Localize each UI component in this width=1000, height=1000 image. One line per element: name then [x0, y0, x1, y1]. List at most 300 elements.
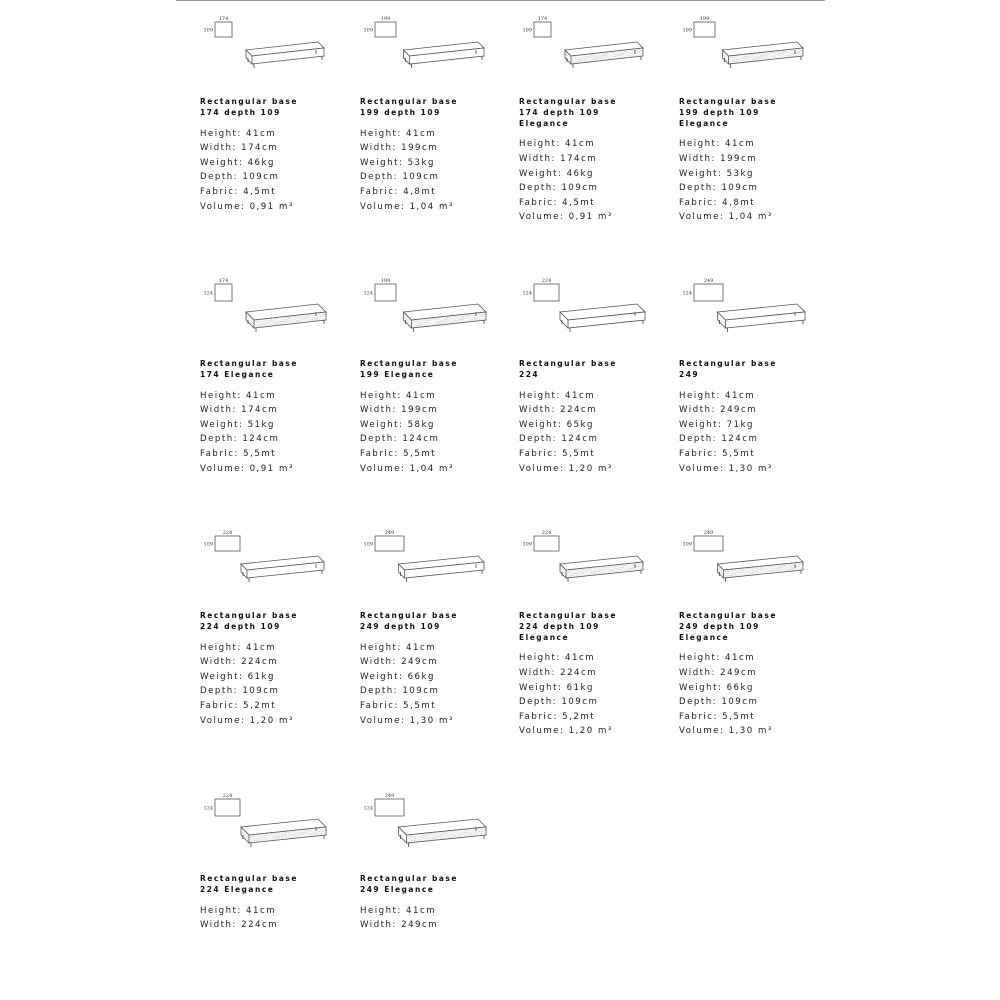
spec-label: Depth:: [200, 172, 239, 183]
spec-value: 41cm: [725, 139, 756, 150]
spec-label: Height:: [519, 390, 561, 401]
spec-value: 41cm: [725, 390, 756, 401]
spec-label: Weight:: [679, 682, 723, 693]
product-title-line: Rectangular base: [200, 97, 298, 106]
spec-width: [360, 141, 492, 156]
spec-label: Volume:: [679, 212, 725, 223]
spec-value: 41cm: [406, 390, 437, 401]
plan-depth-label: 109: [522, 27, 532, 34]
spec-fabric: [679, 196, 811, 211]
spec-label: Width:: [519, 153, 556, 164]
plan-depth-label: 109: [363, 541, 373, 548]
plan-width-label: 224: [222, 530, 233, 536]
spec-list: [679, 651, 811, 739]
spec-list: [360, 389, 492, 477]
product-title-line: 249 depth 109: [360, 621, 441, 631]
spec-height: [360, 127, 492, 142]
sofa-base-199x109-elegance-icon: [655, 12, 805, 72]
plan-depth-label: 109: [522, 541, 532, 548]
product-title-line: Rectangular base: [679, 611, 777, 620]
spec-value: 109cm: [402, 172, 440, 183]
spec-value: 51kg: [247, 419, 275, 430]
spec-weight: [519, 418, 651, 433]
spec-value: 61kg: [247, 671, 275, 682]
spec-value: 0,91 m³: [568, 212, 613, 223]
sofa-base-174x109-elegance-icon: [495, 12, 645, 72]
plan-outline: [375, 284, 396, 301]
product-title: [200, 97, 332, 119]
spec-label: Fabric:: [360, 448, 399, 459]
spec-value: 224cm: [241, 920, 279, 931]
spec-value: 41cm: [246, 390, 277, 401]
spec-label: Volume:: [360, 201, 406, 212]
spec-height: [200, 127, 332, 142]
spec-weight: [360, 156, 492, 171]
spec-label: Width:: [200, 657, 237, 668]
product-title: [519, 359, 651, 381]
spec-weight: [360, 418, 492, 433]
spec-volume: [679, 724, 811, 739]
spec-volume: [200, 714, 332, 729]
plan-width-label: 224: [541, 278, 552, 284]
spec-value: 224cm: [241, 657, 279, 668]
spec-height: [679, 389, 811, 404]
spec-depth: [679, 695, 811, 710]
sofa-base-drawing: [176, 274, 336, 338]
spec-value: 4,8mt: [722, 197, 756, 208]
spec-height: [519, 389, 651, 404]
product-title-line: Elegance: [519, 118, 570, 128]
spec-width: [360, 403, 492, 418]
spec-value: 109cm: [242, 686, 280, 697]
spec-value: 5,5mt: [403, 448, 437, 459]
spec-label: Height:: [679, 653, 721, 664]
spec-label: Height:: [360, 390, 402, 401]
product-title-line: Rectangular base: [360, 359, 458, 368]
spec-fabric: [519, 710, 651, 725]
spec-label: Height:: [679, 139, 721, 150]
spec-value: 1,04 m³: [728, 212, 773, 223]
spec-label: Width:: [360, 920, 397, 931]
spec-label: Weight:: [200, 419, 244, 430]
plan-outline: [694, 536, 723, 551]
spec-fabric: [360, 447, 492, 462]
product-title-line: Rectangular base: [519, 97, 617, 106]
plan-outline: [215, 799, 240, 816]
product-title-line: Rectangular base: [360, 874, 458, 883]
spec-value: 124cm: [561, 434, 599, 445]
spec-list: [360, 641, 492, 729]
plan-outline: [375, 799, 404, 816]
product-title-line: Rectangular base: [519, 611, 617, 620]
spec-value: 249cm: [720, 667, 758, 678]
spec-value: 66kg: [726, 682, 754, 693]
plan-outline: [534, 284, 559, 301]
plan-depth-label: 124: [522, 290, 532, 297]
spec-label: Height:: [200, 642, 242, 653]
spec-label: Depth:: [519, 434, 558, 445]
spec-fabric: [360, 699, 492, 714]
spec-value: 58kg: [407, 419, 435, 430]
spec-list: [519, 651, 651, 739]
product-title: [679, 97, 811, 129]
spec-label: Fabric:: [519, 448, 558, 459]
spec-height: [679, 651, 811, 666]
spec-width: [679, 403, 811, 418]
spec-label: Fabric:: [360, 186, 399, 197]
plan-depth-label: 124: [203, 805, 213, 812]
spec-list: [360, 904, 492, 933]
spec-value: 1,20 m³: [568, 463, 613, 474]
spec-volume: [200, 200, 332, 215]
spec-label: Weight:: [360, 157, 404, 168]
spec-fabric: [200, 447, 332, 462]
product-title-line: 174 depth 109: [200, 107, 281, 117]
spec-fabric: [679, 447, 811, 462]
sofa-base-drawing: [176, 526, 336, 590]
spec-value: 109cm: [561, 183, 599, 194]
spec-volume: [519, 462, 651, 477]
spec-volume: [519, 210, 651, 225]
spec-value: 4,8mt: [403, 186, 437, 197]
spec-depth: [519, 181, 651, 196]
spec-value: 66kg: [407, 671, 435, 682]
spec-value: 5,5mt: [403, 700, 437, 711]
spec-label: Fabric:: [679, 197, 718, 208]
spec-width: [200, 918, 332, 933]
spec-volume: [679, 462, 811, 477]
spec-label: Width:: [679, 153, 716, 164]
plan-width-label: 249: [703, 278, 714, 284]
spec-label: Height:: [200, 128, 242, 139]
spec-label: Volume:: [519, 726, 565, 737]
sofa-base-249x124-icon: [655, 274, 805, 334]
spec-label: Fabric:: [200, 448, 239, 459]
spec-value: 46kg: [566, 168, 594, 179]
product-title-line: Rectangular base: [360, 611, 458, 620]
product-title: [200, 611, 332, 633]
spec-label: Width:: [679, 405, 716, 416]
spec-fabric: [519, 447, 651, 462]
plan-depth-label: 109: [682, 541, 692, 548]
spec-label: Width:: [519, 405, 556, 416]
spec-height: [360, 641, 492, 656]
product-title-line: 174 depth 109: [519, 107, 600, 117]
spec-value: 174cm: [241, 405, 279, 416]
spec-value: 41cm: [406, 642, 437, 653]
spec-depth: [360, 684, 492, 699]
spec-value: 1,20 m³: [568, 726, 613, 737]
product-title: [679, 359, 811, 381]
spec-value: 109cm: [561, 697, 599, 708]
spec-list: [200, 127, 332, 215]
spec-value: 199cm: [401, 405, 439, 416]
plan-outline: [694, 22, 715, 37]
spec-width: [360, 655, 492, 670]
spec-label: Weight:: [519, 419, 563, 430]
spec-list: [519, 389, 651, 477]
product-title-line: 224: [519, 369, 540, 379]
spec-height: [200, 389, 332, 404]
spec-depth: [519, 695, 651, 710]
spec-depth: [200, 432, 332, 447]
spec-height: [200, 904, 332, 919]
plan-depth-label: 109: [203, 27, 213, 34]
spec-height: [360, 389, 492, 404]
spec-label: Depth:: [519, 697, 558, 708]
product-title: [360, 611, 492, 633]
spec-list: [360, 127, 492, 215]
spec-volume: [360, 462, 492, 477]
plan-width-label: 224: [222, 793, 233, 799]
spec-depth: [360, 432, 492, 447]
plan-width-label: 199: [380, 278, 391, 284]
sofa-base-249x124-elegance-icon: [336, 789, 486, 849]
spec-value: 41cm: [246, 642, 277, 653]
spec-label: Weight:: [679, 419, 723, 430]
spec-value: 5,5mt: [562, 448, 596, 459]
plan-depth-label: 109: [363, 27, 373, 34]
sofa-base-drawing: [176, 12, 336, 76]
sofa-base-drawing: [336, 789, 496, 853]
spec-value: 5,5mt: [243, 448, 277, 459]
spec-label: Width:: [200, 143, 237, 154]
product-title-line: Rectangular base: [200, 359, 298, 368]
spec-value: 249cm: [401, 657, 439, 668]
plan-width-label: 199: [699, 16, 710, 22]
product-title: [360, 359, 492, 381]
sofa-base-174x109-icon: [176, 12, 326, 72]
spec-label: Depth:: [519, 183, 558, 194]
spec-weight: [360, 670, 492, 685]
spec-value: 174cm: [560, 153, 598, 164]
spec-label: Volume:: [360, 463, 406, 474]
product-title-line: 249: [679, 369, 700, 379]
sofa-base-drawing: [336, 274, 496, 338]
spec-label: Height:: [200, 390, 242, 401]
sofa-base-174x124-elegance-icon: [176, 274, 326, 334]
spec-value: 5,2mt: [562, 711, 596, 722]
spec-value: 249cm: [720, 405, 758, 416]
plan-outline: [215, 284, 232, 301]
spec-value: 65kg: [566, 419, 594, 430]
spec-fabric: [200, 185, 332, 200]
spec-label: Fabric:: [679, 711, 718, 722]
spec-label: Width:: [360, 657, 397, 668]
spec-label: Volume:: [200, 715, 246, 726]
sofa-base-drawing: [495, 274, 655, 338]
sofa-base-224x124-elegance-icon: [176, 789, 326, 849]
spec-label: Depth:: [360, 686, 399, 697]
product-title: [200, 874, 332, 896]
product-title-line: Rectangular base: [200, 611, 298, 620]
spec-list: [679, 389, 811, 477]
plan-width-label: 174: [218, 16, 229, 22]
spec-value: 41cm: [406, 128, 437, 139]
spec-width: [679, 666, 811, 681]
spec-height: [519, 651, 651, 666]
spec-depth: [679, 432, 811, 447]
spec-weight: [519, 681, 651, 696]
spec-fabric: [360, 185, 492, 200]
spec-value: 41cm: [406, 905, 437, 916]
spec-height: [200, 641, 332, 656]
spec-value: 71kg: [726, 419, 754, 430]
sofa-base-199x124-elegance-icon: [336, 274, 486, 334]
spec-height: [360, 904, 492, 919]
spec-value: 124cm: [721, 434, 759, 445]
spec-list: [200, 904, 332, 933]
spec-label: Width:: [519, 667, 556, 678]
spec-label: Volume:: [200, 201, 246, 212]
spec-label: Fabric:: [519, 711, 558, 722]
spec-label: Width:: [200, 405, 237, 416]
sofa-base-224x109-icon: [176, 526, 326, 586]
product-title-line: 199 depth 109: [360, 107, 441, 117]
spec-value: 124cm: [242, 434, 280, 445]
product-title-line: Rectangular base: [679, 97, 777, 106]
product-title-line: 249 depth 109: [679, 621, 760, 631]
plan-depth-label: 109: [203, 541, 213, 548]
spec-label: Fabric:: [200, 700, 239, 711]
sofa-base-224x124-icon: [495, 274, 645, 334]
product-title-line: 249 Elegance: [360, 884, 435, 894]
product-title-line: Elegance: [679, 118, 730, 128]
product-title-line: 174 Elegance: [200, 369, 275, 379]
spec-label: Weight:: [519, 682, 563, 693]
spec-label: Volume:: [360, 715, 406, 726]
spec-label: Weight:: [519, 168, 563, 179]
spec-weight: [519, 167, 651, 182]
spec-label: Depth:: [200, 434, 239, 445]
spec-label: Height:: [200, 905, 242, 916]
spec-depth: [200, 170, 332, 185]
spec-value: 109cm: [402, 686, 440, 697]
spec-label: Weight:: [360, 671, 404, 682]
spec-fabric: [679, 710, 811, 725]
spec-label: Fabric:: [519, 197, 558, 208]
plan-depth-label: 124: [682, 290, 692, 297]
product-title: [519, 97, 651, 129]
spec-label: Volume:: [519, 463, 565, 474]
spec-label: Height:: [360, 128, 402, 139]
plan-width-label: 249: [384, 793, 395, 799]
spec-label: Depth:: [679, 697, 718, 708]
product-title-line: Elegance: [679, 632, 730, 642]
plan-outline: [375, 22, 396, 37]
sofa-base-drawing: [495, 12, 655, 76]
plan-depth-label: 124: [203, 290, 213, 297]
product-title-line: Rectangular base: [360, 97, 458, 106]
spec-label: Volume:: [679, 463, 725, 474]
plan-depth-label: 124: [363, 290, 373, 297]
plan-outline: [534, 22, 551, 37]
spec-weight: [200, 156, 332, 171]
spec-value: 61kg: [566, 682, 594, 693]
product-title-line: 224 depth 109: [200, 621, 281, 631]
spec-label: Depth:: [360, 434, 399, 445]
spec-value: 53kg: [726, 168, 754, 179]
sofa-base-drawing: [655, 12, 815, 76]
spec-label: Volume:: [519, 212, 565, 223]
spec-value: 249cm: [401, 920, 439, 931]
spec-width: [200, 141, 332, 156]
sofa-base-drawing: [655, 526, 815, 590]
spec-label: Volume:: [679, 726, 725, 737]
spec-value: 41cm: [725, 653, 756, 664]
sofa-base-249x109-elegance-icon: [655, 526, 805, 586]
spec-list: [519, 137, 651, 225]
spec-depth: [360, 170, 492, 185]
plan-width-label: 249: [384, 530, 395, 536]
plan-width-label: 249: [703, 530, 714, 536]
spec-height: [679, 137, 811, 152]
spec-label: Width:: [679, 667, 716, 678]
spec-label: Weight:: [200, 157, 244, 168]
plan-width-label: 224: [541, 530, 552, 536]
spec-value: 46kg: [247, 157, 275, 168]
spec-width: [360, 918, 492, 933]
spec-label: Width:: [200, 920, 237, 931]
spec-value: 1,30 m³: [728, 463, 773, 474]
plan-width-label: 174: [537, 16, 548, 22]
plan-depth-label: 124: [363, 805, 373, 812]
sofa-base-drawing: [336, 12, 496, 76]
spec-width: [519, 666, 651, 681]
spec-value: 41cm: [565, 653, 596, 664]
product-title-line: Elegance: [519, 632, 570, 642]
spec-label: Volume:: [200, 463, 246, 474]
spec-value: 1,04 m³: [409, 463, 454, 474]
spec-value: 41cm: [246, 905, 277, 916]
spec-label: Height:: [519, 139, 561, 150]
spec-depth: [679, 181, 811, 196]
spec-value: 199cm: [720, 153, 758, 164]
spec-label: Height:: [679, 390, 721, 401]
spec-value: 124cm: [402, 434, 440, 445]
plan-outline: [375, 536, 404, 551]
spec-label: Weight:: [679, 168, 723, 179]
spec-value: 109cm: [242, 172, 280, 183]
spec-value: 5,5mt: [722, 448, 756, 459]
spec-volume: [679, 210, 811, 225]
spec-list: [200, 641, 332, 729]
product-title-line: 224 Elegance: [200, 884, 275, 894]
sofa-base-drawing: [655, 274, 815, 338]
spec-label: Weight:: [360, 419, 404, 430]
spec-depth: [200, 684, 332, 699]
product-title-line: 199 Elegance: [360, 369, 435, 379]
spec-value: 41cm: [565, 390, 596, 401]
product-title: [679, 611, 811, 643]
spec-value: 4,5mt: [243, 186, 277, 197]
sofa-base-224x109-elegance-icon: [495, 526, 645, 586]
product-title: [519, 611, 651, 643]
spec-weight: [679, 681, 811, 696]
spec-width: [679, 152, 811, 167]
spec-width: [519, 403, 651, 418]
spec-volume: [360, 714, 492, 729]
spec-label: Width:: [360, 405, 397, 416]
plan-outline: [534, 536, 559, 551]
spec-label: Weight:: [200, 671, 244, 682]
spec-value: 5,5mt: [722, 711, 756, 722]
spec-label: Height:: [360, 642, 402, 653]
spec-width: [200, 655, 332, 670]
spec-fabric: [200, 699, 332, 714]
product-title-line: 199 depth 109: [679, 107, 760, 117]
spec-value: 0,91 m³: [249, 201, 294, 212]
